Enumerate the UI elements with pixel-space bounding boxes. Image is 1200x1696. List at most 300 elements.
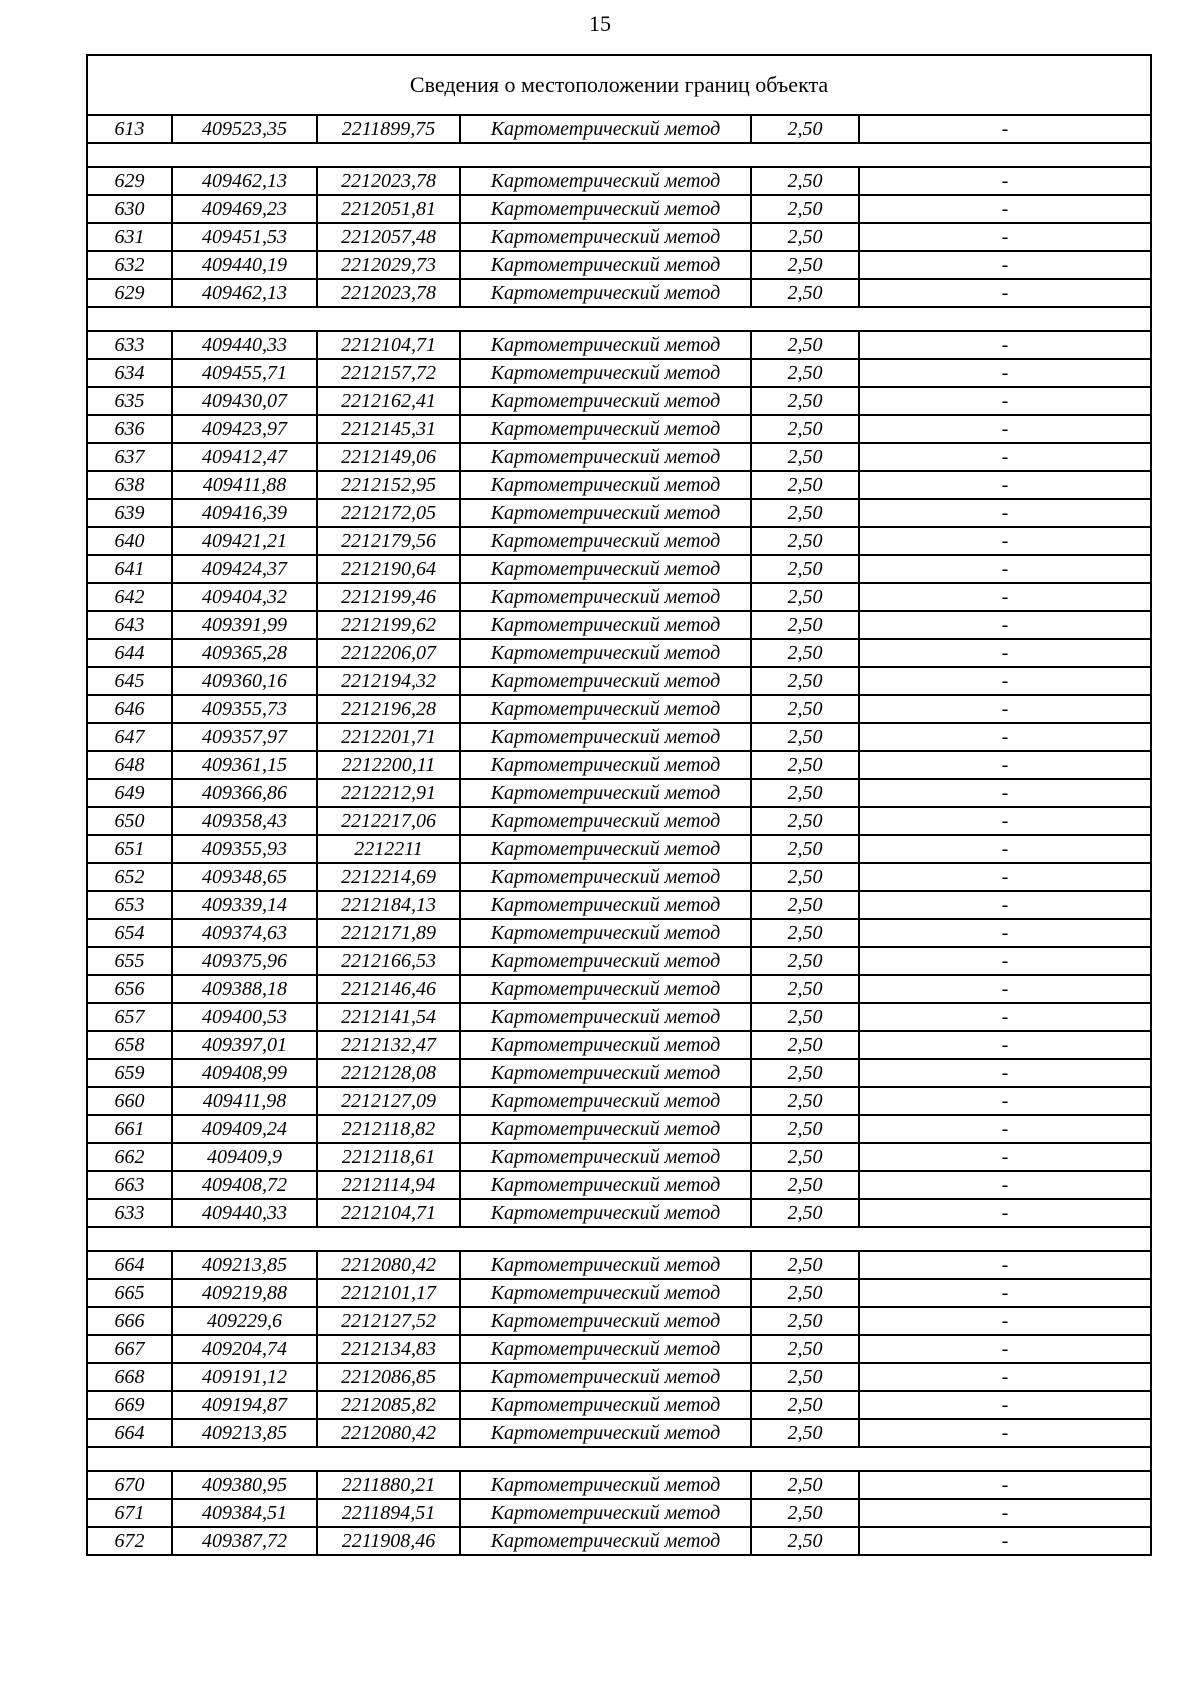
x-coordinate-cell: 409408,72 [172,1171,317,1199]
x-coordinate-cell: 409397,01 [172,1031,317,1059]
x-coordinate-cell: 409348,65 [172,863,317,891]
x-coordinate-cell: 409229,6 [172,1307,317,1335]
description-cell: - [859,891,1151,919]
point-number-cell: 657 [87,1003,172,1031]
point-number-cell: 630 [87,195,172,223]
accuracy-cell: 2,50 [751,695,859,723]
table-row [87,115,1151,143]
method-cell: Картометрический метод [460,527,751,555]
description-cell: - [859,443,1151,471]
table-title: Сведения о местоположении границ объекта [87,55,1151,115]
table-row [87,1115,1151,1143]
x-coordinate-cell: 409430,07 [172,387,317,415]
x-coordinate-cell: 409357,97 [172,723,317,751]
y-coordinate-cell: 2212184,13 [317,891,460,919]
separator-cell [87,143,1151,167]
separator-cell [87,1227,1151,1251]
table-row [87,667,1151,695]
y-coordinate-cell: 2212211 [317,835,460,863]
description-cell: - [859,667,1151,695]
point-number-cell: 635 [87,387,172,415]
x-coordinate-cell: 409213,85 [172,1251,317,1279]
y-coordinate-cell: 2212166,53 [317,947,460,975]
x-coordinate-cell: 409194,87 [172,1391,317,1419]
point-number-cell: 639 [87,499,172,527]
description-cell: - [859,919,1151,947]
table-row [87,583,1151,611]
accuracy-cell: 2,50 [751,947,859,975]
point-number-cell: 613 [87,115,172,143]
table-row [87,1171,1151,1199]
point-number-cell: 636 [87,415,172,443]
description-cell: - [859,555,1151,583]
method-cell: Картометрический метод [460,891,751,919]
description-cell: - [859,359,1151,387]
method-cell: Картометрический метод [460,1363,751,1391]
table-body [87,55,1151,1555]
description-cell: - [859,863,1151,891]
x-coordinate-cell: 409411,98 [172,1087,317,1115]
x-coordinate-cell: 409423,97 [172,415,317,443]
description-cell: - [859,1087,1151,1115]
method-cell: Картометрический метод [460,639,751,667]
y-coordinate-cell: 2212152,95 [317,471,460,499]
method-cell: Картометрический метод [460,415,751,443]
description-cell: - [859,415,1151,443]
table-row [87,891,1151,919]
accuracy-cell: 2,50 [751,1335,859,1363]
accuracy-cell: 2,50 [751,611,859,639]
table-row [87,723,1151,751]
y-coordinate-cell: 2212029,73 [317,251,460,279]
table-row [87,1003,1151,1031]
table-row [87,611,1151,639]
accuracy-cell: 2,50 [751,1199,859,1227]
table-row [87,1363,1151,1391]
method-cell: Картометрический метод [460,835,751,863]
accuracy-cell: 2,50 [751,359,859,387]
y-coordinate-cell: 2212162,41 [317,387,460,415]
y-coordinate-cell: 2212171,89 [317,919,460,947]
description-cell: - [859,723,1151,751]
x-coordinate-cell: 409440,33 [172,331,317,359]
point-number-cell: 645 [87,667,172,695]
table-row [87,1143,1151,1171]
description-cell: - [859,1419,1151,1447]
x-coordinate-cell: 409360,16 [172,667,317,695]
x-coordinate-cell: 409404,32 [172,583,317,611]
method-cell: Картометрический метод [460,443,751,471]
x-coordinate-cell: 409204,74 [172,1335,317,1363]
y-coordinate-cell: 2211908,46 [317,1527,460,1555]
method-cell: Картометрический метод [460,1471,751,1499]
point-number-cell: 629 [87,279,172,307]
method-cell: Картометрический метод [460,1171,751,1199]
table-row [87,223,1151,251]
method-cell: Картометрический метод [460,751,751,779]
method-cell: Картометрический метод [460,1391,751,1419]
description-cell: - [859,807,1151,835]
y-coordinate-cell: 2212199,46 [317,583,460,611]
table-row [87,331,1151,359]
x-coordinate-cell: 409440,19 [172,251,317,279]
y-coordinate-cell: 2212080,42 [317,1251,460,1279]
point-number-cell: 669 [87,1391,172,1419]
description-cell: - [859,583,1151,611]
accuracy-cell: 2,50 [751,975,859,1003]
description-cell: - [859,611,1151,639]
x-coordinate-cell: 409462,13 [172,279,317,307]
method-cell: Картометрический метод [460,807,751,835]
table-row [87,947,1151,975]
table-row [87,1391,1151,1419]
accuracy-cell: 2,50 [751,195,859,223]
point-number-cell: 664 [87,1419,172,1447]
point-number-cell: 641 [87,555,172,583]
y-coordinate-cell: 2212127,52 [317,1307,460,1335]
accuracy-cell: 2,50 [751,555,859,583]
separator-cell [87,1447,1151,1471]
accuracy-cell: 2,50 [751,667,859,695]
y-coordinate-cell: 2212157,72 [317,359,460,387]
y-coordinate-cell: 2212127,09 [317,1087,460,1115]
x-coordinate-cell: 409366,86 [172,779,317,807]
description-cell: - [859,695,1151,723]
x-coordinate-cell: 409391,99 [172,611,317,639]
table-row [87,779,1151,807]
point-number-cell: 666 [87,1307,172,1335]
accuracy-cell: 2,50 [751,115,859,143]
y-coordinate-cell: 2212085,82 [317,1391,460,1419]
y-coordinate-cell: 2212134,83 [317,1335,460,1363]
point-number-cell: 637 [87,443,172,471]
point-number-cell: 646 [87,695,172,723]
method-cell: Картометрический метод [460,1335,751,1363]
accuracy-cell: 2,50 [751,499,859,527]
x-coordinate-cell: 409213,85 [172,1419,317,1447]
accuracy-cell: 2,50 [751,1143,859,1171]
accuracy-cell: 2,50 [751,863,859,891]
x-coordinate-cell: 409219,88 [172,1279,317,1307]
y-coordinate-cell: 2212217,06 [317,807,460,835]
contour-separator-row [87,307,1151,331]
x-coordinate-cell: 409440,33 [172,1199,317,1227]
description-cell: - [859,195,1151,223]
description-cell: - [859,1115,1151,1143]
method-cell: Картометрический метод [460,387,751,415]
accuracy-cell: 2,50 [751,891,859,919]
description-cell: - [859,1527,1151,1555]
point-number-cell: 671 [87,1499,172,1527]
method-cell: Картометрический метод [460,975,751,1003]
point-number-cell: 633 [87,331,172,359]
accuracy-cell: 2,50 [751,751,859,779]
description-cell: - [859,115,1151,143]
method-cell: Картометрический метод [460,1251,751,1279]
point-number-cell: 640 [87,527,172,555]
description-cell: - [859,499,1151,527]
table-row [87,279,1151,307]
y-coordinate-cell: 2212128,08 [317,1059,460,1087]
x-coordinate-cell: 409388,18 [172,975,317,1003]
y-coordinate-cell: 2212057,48 [317,223,460,251]
accuracy-cell: 2,50 [751,1527,859,1555]
accuracy-cell: 2,50 [751,919,859,947]
table-row [87,1335,1151,1363]
accuracy-cell: 2,50 [751,1031,859,1059]
x-coordinate-cell: 409424,37 [172,555,317,583]
x-coordinate-cell: 409411,88 [172,471,317,499]
accuracy-cell: 2,50 [751,1499,859,1527]
accuracy-cell: 2,50 [751,1003,859,1031]
x-coordinate-cell: 409191,12 [172,1363,317,1391]
accuracy-cell: 2,50 [751,279,859,307]
table-title-row [87,55,1151,115]
description-cell: - [859,1307,1151,1335]
point-number-cell: 660 [87,1087,172,1115]
description-cell: - [859,527,1151,555]
description-cell: - [859,1171,1151,1199]
point-number-cell: 650 [87,807,172,835]
y-coordinate-cell: 2212199,62 [317,611,460,639]
method-cell: Картометрический метод [460,863,751,891]
accuracy-cell: 2,50 [751,331,859,359]
y-coordinate-cell: 2212206,07 [317,639,460,667]
accuracy-cell: 2,50 [751,779,859,807]
point-number-cell: 652 [87,863,172,891]
description-cell: - [859,1279,1151,1307]
accuracy-cell: 2,50 [751,251,859,279]
point-number-cell: 665 [87,1279,172,1307]
method-cell: Картометрический метод [460,331,751,359]
method-cell: Картометрический метод [460,1003,751,1031]
description-cell: - [859,1499,1151,1527]
x-coordinate-cell: 409339,14 [172,891,317,919]
accuracy-cell: 2,50 [751,1171,859,1199]
point-number-cell: 643 [87,611,172,639]
y-coordinate-cell: 2212149,06 [317,443,460,471]
table-row [87,1471,1151,1499]
y-coordinate-cell: 2212101,17 [317,1279,460,1307]
point-number-cell: 663 [87,1171,172,1199]
method-cell: Картометрический метод [460,1059,751,1087]
description-cell: - [859,251,1151,279]
description-cell: - [859,751,1151,779]
x-coordinate-cell: 409361,15 [172,751,317,779]
point-number-cell: 634 [87,359,172,387]
description-cell: - [859,1031,1151,1059]
method-cell: Картометрический метод [460,1115,751,1143]
description-cell: - [859,223,1151,251]
accuracy-cell: 2,50 [751,1115,859,1143]
accuracy-cell: 2,50 [751,471,859,499]
method-cell: Картометрический метод [460,1031,751,1059]
method-cell: Картометрический метод [460,359,751,387]
x-coordinate-cell: 409421,21 [172,527,317,555]
y-coordinate-cell: 2212201,71 [317,723,460,751]
x-coordinate-cell: 409462,13 [172,167,317,195]
method-cell: Картометрический метод [460,115,751,143]
table-row [87,1279,1151,1307]
accuracy-cell: 2,50 [751,1419,859,1447]
table-row [87,863,1151,891]
y-coordinate-cell: 2212194,32 [317,667,460,695]
point-number-cell: 629 [87,167,172,195]
table-row [87,1251,1151,1279]
description-cell: - [859,1363,1151,1391]
table-row [87,639,1151,667]
accuracy-cell: 2,50 [751,1059,859,1087]
description-cell: - [859,975,1151,1003]
table-row [87,1087,1151,1115]
table-row [87,499,1151,527]
table-row [87,251,1151,279]
table-row [87,415,1151,443]
accuracy-cell: 2,50 [751,807,859,835]
table-row [87,443,1151,471]
accuracy-cell: 2,50 [751,1087,859,1115]
description-cell: - [859,1251,1151,1279]
x-coordinate-cell: 409384,51 [172,1499,317,1527]
table-row [87,471,1151,499]
y-coordinate-cell: 2212104,71 [317,1199,460,1227]
y-coordinate-cell: 2212086,85 [317,1363,460,1391]
method-cell: Картометрический метод [460,251,751,279]
accuracy-cell: 2,50 [751,723,859,751]
point-number-cell: 664 [87,1251,172,1279]
y-coordinate-cell: 2212132,47 [317,1031,460,1059]
page-number: 15 [589,11,611,36]
table-row [87,167,1151,195]
point-number-cell: 632 [87,251,172,279]
description-cell: - [859,639,1151,667]
point-number-cell: 656 [87,975,172,1003]
description-cell: - [859,387,1151,415]
method-cell: Картометрический метод [460,919,751,947]
description-cell: - [859,1059,1151,1087]
y-coordinate-cell: 2212146,46 [317,975,460,1003]
boundary-coordinates-table [86,54,1152,1556]
description-cell: - [859,1143,1151,1171]
point-number-cell: 672 [87,1527,172,1555]
y-coordinate-cell: 2212118,61 [317,1143,460,1171]
x-coordinate-cell: 409358,43 [172,807,317,835]
x-coordinate-cell: 409387,72 [172,1527,317,1555]
point-number-cell: 642 [87,583,172,611]
table-row [87,1059,1151,1087]
point-number-cell: 659 [87,1059,172,1087]
table-row [87,387,1151,415]
point-number-cell: 670 [87,1471,172,1499]
point-number-cell: 631 [87,223,172,251]
point-number-cell: 667 [87,1335,172,1363]
table-row [87,975,1151,1003]
method-cell: Картометрический метод [460,223,751,251]
table-row [87,1307,1151,1335]
point-number-cell: 633 [87,1199,172,1227]
table-row [87,555,1151,583]
point-number-cell: 654 [87,919,172,947]
x-coordinate-cell: 409355,73 [172,695,317,723]
y-coordinate-cell: 2212200,11 [317,751,460,779]
x-coordinate-cell: 409409,9 [172,1143,317,1171]
separator-cell [87,307,1151,331]
method-cell: Картометрический метод [460,695,751,723]
description-cell: - [859,1471,1151,1499]
description-cell: - [859,1335,1151,1363]
accuracy-cell: 2,50 [751,415,859,443]
table-row [87,751,1151,779]
method-cell: Картометрический метод [460,1419,751,1447]
method-cell: Картометрический метод [460,723,751,751]
table-row [87,1419,1151,1447]
accuracy-cell: 2,50 [751,167,859,195]
description-cell: - [859,331,1151,359]
point-number-cell: 662 [87,1143,172,1171]
y-coordinate-cell: 2212190,64 [317,555,460,583]
x-coordinate-cell: 409412,47 [172,443,317,471]
contour-separator-row [87,1227,1151,1251]
description-cell: - [859,779,1151,807]
x-coordinate-cell: 409400,53 [172,1003,317,1031]
point-number-cell: 647 [87,723,172,751]
accuracy-cell: 2,50 [751,443,859,471]
method-cell: Картометрический метод [460,583,751,611]
y-coordinate-cell: 2212080,42 [317,1419,460,1447]
description-cell: - [859,279,1151,307]
point-number-cell: 658 [87,1031,172,1059]
x-coordinate-cell: 409416,39 [172,499,317,527]
method-cell: Картометрический метод [460,779,751,807]
point-number-cell: 649 [87,779,172,807]
method-cell: Картометрический метод [460,1279,751,1307]
y-coordinate-cell: 2212196,28 [317,695,460,723]
point-number-cell: 661 [87,1115,172,1143]
method-cell: Картометрический метод [460,667,751,695]
accuracy-cell: 2,50 [751,639,859,667]
x-coordinate-cell: 409408,99 [172,1059,317,1087]
y-coordinate-cell: 2212141,54 [317,1003,460,1031]
table-row [87,835,1151,863]
description-cell: - [859,167,1151,195]
description-cell: - [859,471,1151,499]
table-row [87,807,1151,835]
method-cell: Картометрический метод [460,1499,751,1527]
description-cell: - [859,1003,1151,1031]
x-coordinate-cell: 409355,93 [172,835,317,863]
point-number-cell: 638 [87,471,172,499]
method-cell: Картометрический метод [460,1307,751,1335]
table-row [87,919,1151,947]
x-coordinate-cell: 409469,23 [172,195,317,223]
accuracy-cell: 2,50 [751,835,859,863]
point-number-cell: 644 [87,639,172,667]
x-coordinate-cell: 409380,95 [172,1471,317,1499]
x-coordinate-cell: 409374,63 [172,919,317,947]
contour-separator-row [87,143,1151,167]
y-coordinate-cell: 2212023,78 [317,279,460,307]
table-row [87,1031,1151,1059]
x-coordinate-cell: 409365,28 [172,639,317,667]
y-coordinate-cell: 2212179,56 [317,527,460,555]
accuracy-cell: 2,50 [751,1471,859,1499]
description-cell: - [859,835,1151,863]
x-coordinate-cell: 409455,71 [172,359,317,387]
method-cell: Картометрический метод [460,279,751,307]
method-cell: Картометрический метод [460,1527,751,1555]
table-row [87,527,1151,555]
point-number-cell: 653 [87,891,172,919]
